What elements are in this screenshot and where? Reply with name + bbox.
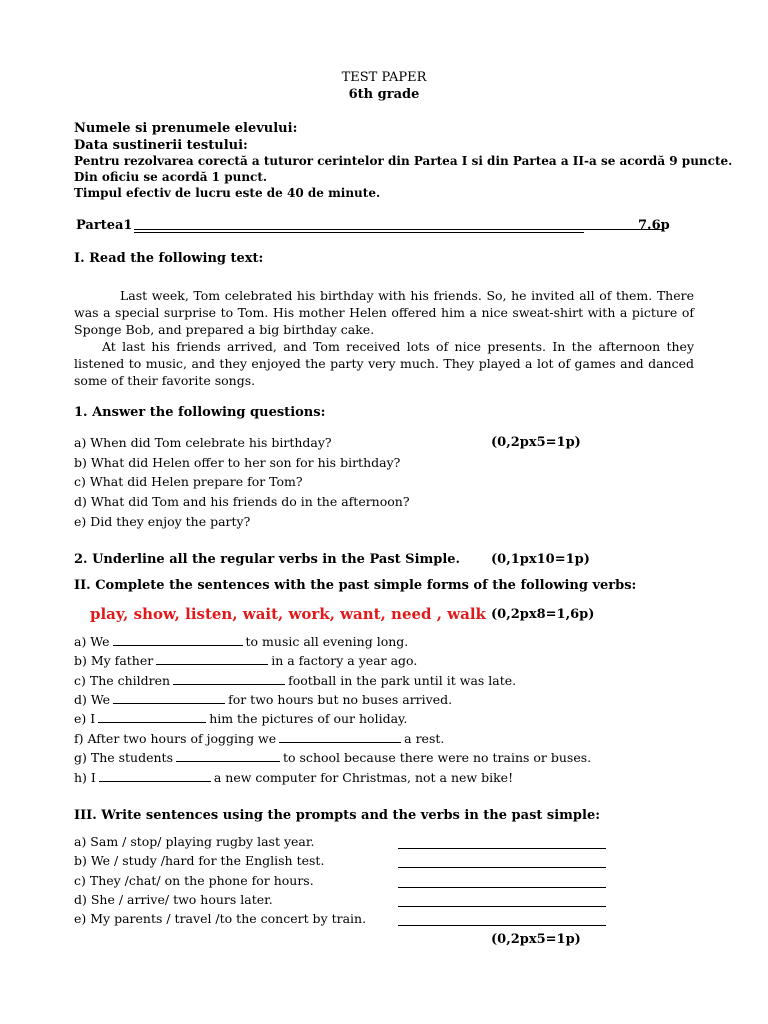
q1-item-d: d) What did Tom and his friends do in the afternoon? — [74, 494, 410, 509]
section1-heading: I. Read the following text: — [74, 251, 264, 266]
time-info: Timpul efectiv de lucru este de 40 de minute. — [74, 186, 381, 200]
section3-heading: III. Write sentences using the prompts and the verbs in the past simple: — [74, 808, 601, 823]
student-name-label: Numele si prenumele elevului: — [74, 121, 298, 136]
fill-item-c: c) The children football in the park until it was late. — [74, 673, 517, 688]
section2-heading: II. Complete the sentences with the past simple forms of the following verbs: — [74, 578, 637, 593]
test-date-label: Data sustinerii testului: — [74, 138, 248, 153]
answer-line[interactable] — [398, 848, 606, 849]
answer-blank[interactable] — [279, 731, 401, 743]
part-divider — [134, 232, 584, 233]
fill-item-b: b) My father in a factory a year ago. — [74, 653, 418, 668]
scoring-info: Pentru rezolvarea corectă a tuturor cerintelor din Partea I si din Partea a II-a se acordă 9 puncte. — [74, 154, 733, 168]
part-divider-long — [134, 229, 664, 230]
answer-blank[interactable] — [176, 750, 280, 762]
q1-item-b: b) What did Helen offer to her son for his birthday? — [74, 455, 401, 470]
answer-line[interactable] — [398, 867, 606, 868]
reading-paragraph-2: At last his friends arrived, and Tom received lots of nice presents. In the afternoon they listened to music, and they enjoyed the party very much. They played a lot of games and danced some of their favorite songs. — [74, 339, 694, 388]
part-label: Partea1 — [76, 218, 133, 233]
prompt-item-e: e) My parents / travel /to the concert by train. — [74, 911, 367, 926]
section3-points: (0,2px5=1p) — [491, 932, 581, 947]
section2-points: (0,2px8=1,6p) — [491, 607, 595, 622]
q2-heading: 2. Underline all the regular verbs in the Past Simple. — [74, 552, 461, 567]
bonus-info: Din oficiu se acordă 1 punct. — [74, 170, 268, 184]
prompt-item-a: a) Sam / stop/ playing rugby last year. — [74, 834, 315, 849]
answer-blank[interactable] — [98, 711, 206, 723]
fill-item-e: e) I him the pictures of our holiday. — [74, 711, 408, 726]
grade-subtitle: 6th grade — [348, 87, 420, 102]
fill-item-d: d) We for two hours but no buses arrived. — [74, 692, 453, 707]
q2-points: (0,1px10=1p) — [491, 552, 590, 567]
fill-item-h: h) I a new computer for Christmas, not a new bike! — [74, 770, 514, 785]
fill-item-a: a) We to music all evening long. — [74, 634, 409, 649]
answer-blank[interactable] — [173, 673, 285, 685]
q1-points: (0,2px5=1p) — [491, 435, 581, 450]
fill-item-f: f) After two hours of jogging we a rest. — [74, 731, 445, 746]
q1-item-a: a) When did Tom celebrate his birthday? — [74, 435, 332, 450]
fill-item-g: g) The students to school because there were no trains or buses. — [74, 750, 592, 765]
q1-heading: 1. Answer the following questions: — [74, 405, 326, 420]
part-points: 7.6p — [638, 218, 670, 233]
prompt-item-c: c) They /chat/ on the phone for hours. — [74, 873, 314, 888]
reading-paragraph-1: Last week, Tom celebrated his birthday with his friends. So, he invited all of them. There was a special surprise to Tom. His mother Helen offered him a nice sweat-shirt with a picture of Sponge Bob, and prepared a big birthday cake. — [74, 288, 694, 337]
answer-line[interactable] — [398, 906, 606, 907]
verb-list: play, show, listen, wait, work, want, need , walk — [90, 605, 486, 623]
answer-line[interactable] — [398, 887, 606, 888]
prompt-item-b: b) We / study /hard for the English test. — [74, 853, 325, 868]
q1-item-e: e) Did they enjoy the party? — [74, 514, 251, 529]
answer-blank[interactable] — [113, 634, 243, 646]
page-title: TEST PAPER — [341, 70, 427, 85]
prompt-item-d: d) She / arrive/ two hours later. — [74, 892, 273, 907]
answer-line[interactable] — [398, 925, 606, 926]
answer-blank[interactable] — [99, 770, 211, 782]
q1-item-c: c) What did Helen prepare for Tom? — [74, 474, 303, 489]
answer-blank[interactable] — [156, 653, 268, 665]
answer-blank[interactable] — [113, 692, 225, 704]
